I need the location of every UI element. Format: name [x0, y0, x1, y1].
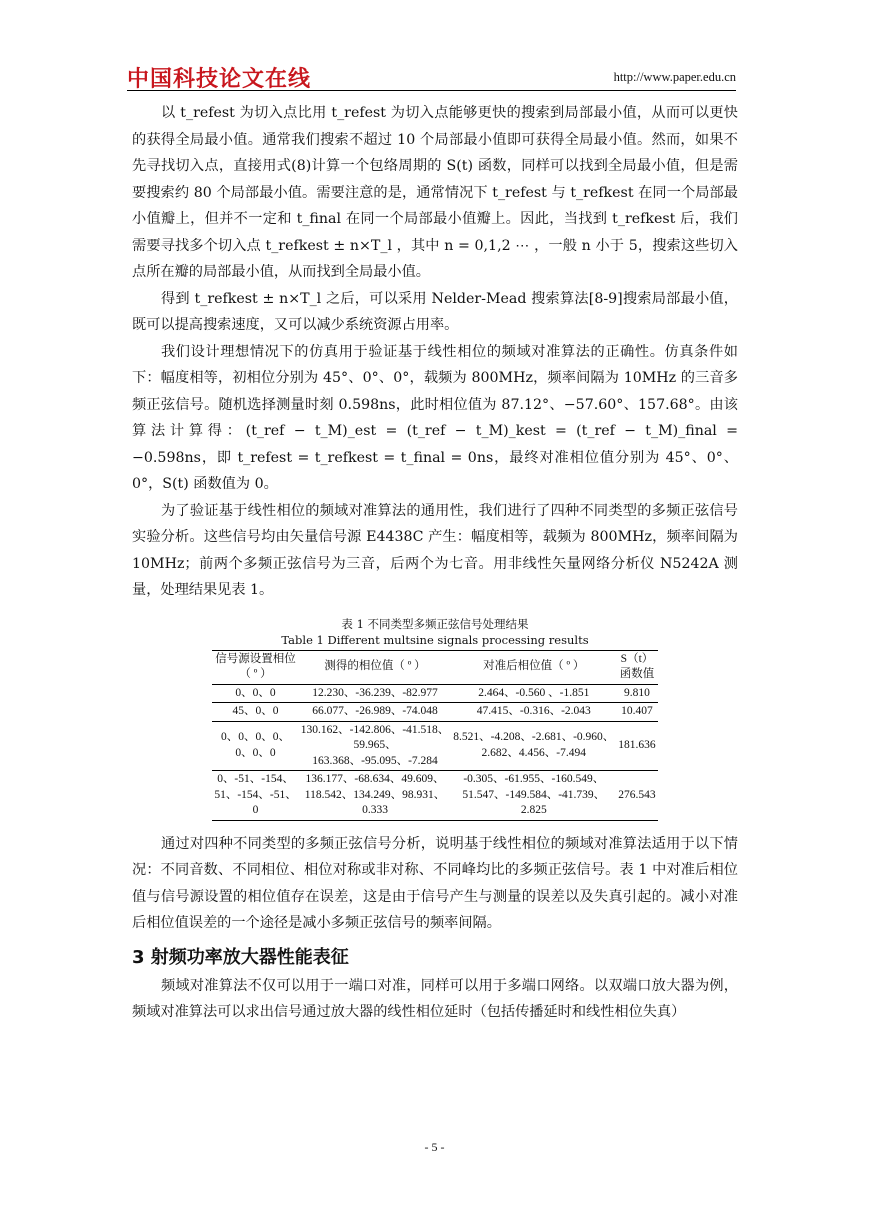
col-header-source-phase: 信号源设置相位（ º ） — [215, 652, 296, 680]
table-cell: 276.543 — [618, 788, 656, 801]
table-cell: 47.415、-0.316、-2.043 — [476, 705, 591, 717]
table-cell: 0、-51、-154、51、-154、-51、0 — [214, 773, 297, 816]
paragraph-6: 频域对准算法不仅可以用于一端口对准，同样可以用于多端口网络。以双端口放大器为例，频域对准算法可以求出信号通过放大器的线性相位延时（包括传播延时和线性相位失真） — [132, 977, 738, 1020]
col-header-st-value: S（t）函数值 — [619, 652, 655, 680]
table-cell: 130.162、-142.806、-41.518、59.965、163.368、-95.095、-7.284 — [300, 723, 450, 767]
page-header — [127, 58, 736, 92]
table-cell: 0、0、0、0、0、0、0 — [221, 731, 291, 759]
paragraph-1: 以 t_refest 为切入点比用 t_refest 为切入点能够更快的搜索到局部最小值，从而可以更快的获得全局最小值。通常我们搜索不超过 10 个局部最小值即可获得全局最小值。然而，如果不先寻找切入点，直接用式(8)计算一个包络周期的 S(t) 函数，同样可以找到全局最小值，但是需要搜索约 80 个局部最小值。需要注意的是，通常情况下 t_refest 与 t_refkest 在同一个局部最小值瓣上，但并不一定和 t_final 在同一个局部最小值瓣上。因此，当找到 t_refkest 后，我们需要寻找多个切入点 t_refkest ± n×T_l ，其中 n = 0,1,2 ⋯ ，一般 n 小于 5，搜索这些切入点所在瓣的局部最小值，从而找到全局最小值。 — [132, 105, 738, 280]
table-row — [212, 703, 657, 722]
table-cell: 0、0、0 — [235, 686, 276, 699]
table-row — [212, 721, 657, 771]
header-url[interactable]: http://www.paper.edu.cn — [613, 70, 736, 84]
table-cell: 181.636 — [618, 739, 656, 751]
col-header-measured-phase: 测得的相位值（ º ） — [324, 660, 426, 673]
results-table — [212, 650, 657, 821]
site-logo: 中国科技论文在线 — [127, 67, 312, 92]
table-cell: 136.177、-68.634、49.609、118.542、134.249、98.931、0.333 — [304, 773, 446, 816]
table-cell: 66.077、-26.989、-74.048 — [312, 705, 438, 717]
table-cell: 12.230、-36.239、-82.977 — [312, 686, 438, 699]
table-cell: 9.810 — [624, 686, 650, 699]
table-cell: 10.407 — [621, 705, 653, 717]
table-row — [212, 684, 657, 703]
table-cell: 8.521、-4.208、-2.681、-0.960、2.682、4.456、-7.494 — [453, 731, 615, 759]
col-header-aligned-phase: 对准后相位值（ º ） — [483, 660, 585, 673]
page-body — [132, 100, 738, 1026]
header-rule — [127, 90, 736, 91]
paragraph-4: 为了验证基于线性相位的频域对准算法的通用性，我们进行了四种不同类型的多频正弦信号实验分析。这些信号均由矢量信号源 E4438C 产生：幅度相等，载频为 800MHz，频率间隔为 10MHz；前两个多频正弦信号为三音，后两个为七音。用非线性矢量网络分析仪 N5242A 测量，处理结果见表 1。 — [132, 502, 738, 598]
table-caption-en: Table 1 Different multsine signals processing results — [281, 632, 589, 647]
page-number: - 5 - — [424, 1140, 445, 1154]
section-heading: 3 射频功率放大器性能表征 — [132, 946, 349, 968]
paragraph-2: 得到 t_refkest ± n×T_l 之后，可以采用 Nelder-Mead 搜索算法[8-9]搜索局部最小值，既可以提高搜索速度，又可以减少系统资源占用率。 — [132, 290, 738, 333]
table-cell: -0.305、-61.955、-160.549、51.547、-149.584、-41.739、2.825 — [462, 773, 606, 816]
table-caption — [132, 616, 738, 648]
table-row — [212, 771, 657, 821]
table-caption-cn: 表 1 不同类型多频正弦信号处理结果 — [341, 616, 529, 631]
paragraph-3: 我们设计理想情况下的仿真用于验证基于线性相位的频域对准算法的正确性。仿真条件如下：幅度相等，初相位分别为 45°、0°、0°，载频为 800MHz，频率间隔为 10MHz 的三音多频正弦信号。随机选择测量时刻 0.598ns，此时相位值为 87.12°、−57.60°、157.68°。由该算法计算得：(t_ref − t_M)_est = (t_ref − t_M)_kest = (t_ref − t_M)_final = −0.598ns，即 t_refest = t_refkest = t_final = 0ns，最终对准相位值分别为 45°、0°、0°，S(t) 函数值为 0。 — [132, 343, 738, 492]
table-cell: 2.464、-0.560 、-1.851 — [478, 686, 590, 699]
table-cell: 45、0、0 — [232, 705, 279, 717]
paragraph-5: 通过对四种不同类型的多频正弦信号分析，说明基于线性相位的频域对准算法适用于以下情况：不同音数、不同相位、相位对称或非对称、不同峰均比的多频正弦信号。表 1 中对准后相位值与信号源设置的相位值存在误差，这是由于信号产生与测量的误差以及失真引起的。减小对准后相位值误差的一个途径是减小多频正弦信号的频率间隔。 — [132, 835, 738, 931]
table-header-row — [212, 650, 657, 684]
